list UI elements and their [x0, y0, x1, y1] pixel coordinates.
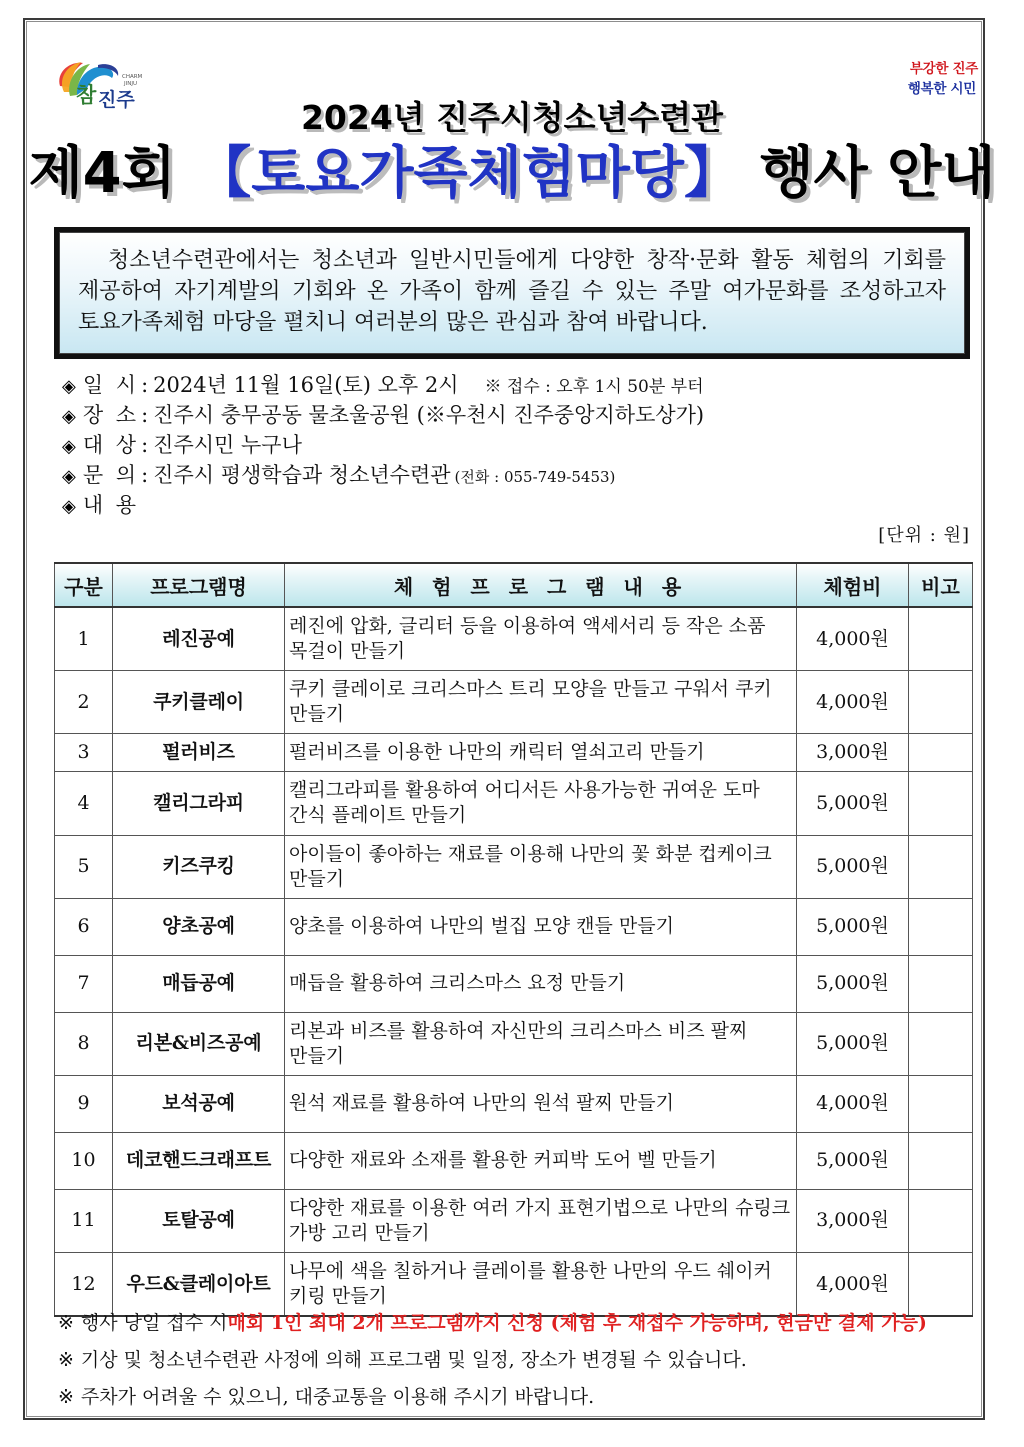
- info-colon: :: [141, 433, 149, 457]
- info-value-place: 진주시 충무공동 물초울공원 (※우천시 진주중앙지하도상가): [153, 403, 705, 427]
- svg-text:JINJU: JINJU: [124, 81, 138, 87]
- cell-name: 펄러비즈: [113, 734, 285, 772]
- cell-no: 4: [55, 772, 113, 835]
- diamond-bullet-icon: ◈: [62, 466, 76, 487]
- info-label-contents: 내 용: [82, 493, 140, 517]
- cell-fee: 4,000원: [797, 1075, 909, 1132]
- info-label-audience: 대 상: [82, 433, 140, 457]
- page-title: [0, 140, 1024, 206]
- intro-box-inner: [59, 232, 965, 354]
- slogan-line-1: 부강한 진주: [909, 61, 978, 77]
- info-value-contact: 진주시 평생학습과 청소년수련관: [153, 463, 451, 487]
- info-item-datetime: [62, 375, 962, 405]
- cell-remark: [909, 772, 973, 835]
- title-suffix: 행사 안내: [740, 140, 996, 206]
- cell-desc: 원석 재료를 활용하여 나만의 원석 팔찌 만들기: [285, 1075, 797, 1132]
- footnote-1-highlight: 매회 1인 최대 2개 프로그램까지 신청 (체험 후 재접수 가능하며, 현금만 결제 가능): [227, 1312, 927, 1334]
- cell-fee: 5,000원: [797, 772, 909, 835]
- cell-fee: 4,000원: [797, 671, 909, 734]
- currency-unit-note: [단위 : 원]: [878, 525, 970, 546]
- cell-name: 레진공예: [113, 607, 285, 671]
- cell-no: 6: [55, 898, 113, 955]
- cell-remark: [909, 734, 973, 772]
- title-highlight: 【토요가족체험마당】: [195, 140, 741, 206]
- reference-mark-icon: ※: [58, 1349, 74, 1371]
- cell-fee: 5,000원: [797, 1012, 909, 1075]
- col-header-desc: 체 험 프 로 그 램 내 용: [285, 563, 797, 607]
- cell-remark: [909, 898, 973, 955]
- cell-no: 9: [55, 1075, 113, 1132]
- table-row: [55, 1132, 973, 1189]
- cell-desc: 나무에 색을 칠하거나 클레이를 활용한 나만의 우드 쉐이커 키링 만들기: [285, 1253, 797, 1317]
- cell-name: 쿠키클레이: [113, 671, 285, 734]
- reference-mark-icon: ※: [58, 1312, 74, 1334]
- cell-remark: [909, 835, 973, 898]
- footnote-2: [58, 1342, 978, 1379]
- cell-remark: [909, 955, 973, 1012]
- cell-no: 2: [55, 671, 113, 734]
- col-header-remark: 비고: [909, 563, 973, 607]
- cell-fee: 3,000원: [797, 1189, 909, 1252]
- col-header-no: 구분: [55, 563, 113, 607]
- table-body: [55, 607, 973, 1316]
- footnote-1: [58, 1305, 978, 1342]
- title-block: [0, 100, 1024, 205]
- cell-desc: 쿠키 클레이로 크리스마스 트리 모양을 만들고 구워서 쿠키 만들기: [285, 671, 797, 734]
- event-info-list: [62, 375, 962, 525]
- table-header-row: [55, 563, 973, 607]
- svg-text:CHARM: CHARM: [122, 74, 143, 80]
- cell-desc: 양초를 이용하여 나만의 벌집 모양 캔들 만들기: [285, 898, 797, 955]
- info-item-contact: [62, 465, 962, 495]
- info-colon: :: [141, 463, 149, 487]
- cell-no: 12: [55, 1253, 113, 1317]
- intro-paragraph: 청소년수련관에서는 청소년과 일반시민들에게 다양한 창작·문화 활동 체험의 기회를 제공하여 자기계발의 기회와 온 가족이 함께 즐길 수 있는 주말 여가문화를 조성하고자 토요가족체험 마당을 펼치니 여러분의 많은 관심과 참여 바랍니다.: [78, 248, 946, 336]
- cell-no: 8: [55, 1012, 113, 1075]
- info-colon: :: [141, 403, 149, 427]
- table-row: [55, 734, 973, 772]
- info-label-datetime: 일 시: [82, 373, 140, 397]
- cell-remark: [909, 1132, 973, 1189]
- program-table-wrapper: [54, 562, 972, 1317]
- cell-desc: 매듭을 활용하여 크리스마스 요정 만들기: [285, 955, 797, 1012]
- cell-name: 매듭공예: [113, 955, 285, 1012]
- info-item-contents: [62, 495, 962, 525]
- cell-no: 3: [55, 734, 113, 772]
- col-header-name: 프로그램명: [113, 563, 285, 607]
- cell-desc: 아이들이 좋아하는 재료를 이용해 나만의 꽃 화분 컵케이크 만들기: [285, 835, 797, 898]
- title-prefix: 제4회: [28, 140, 196, 206]
- info-value-audience: 진주시민 누구나: [153, 433, 302, 457]
- program-table: [54, 562, 973, 1317]
- cell-fee: 5,000원: [797, 835, 909, 898]
- col-header-fee: 체험비: [797, 563, 909, 607]
- footnote-3-plain: 주차가 어려울 수 있으니, 대중교통을 이용해 주시기 바랍니다.: [80, 1386, 595, 1408]
- diamond-bullet-icon: ◈: [62, 406, 76, 427]
- slogan-line-2: 행복한 시민: [907, 80, 976, 97]
- table-row: [55, 955, 973, 1012]
- svg-text:진주: 진주: [98, 89, 135, 111]
- cell-name: 토탈공예: [113, 1189, 285, 1252]
- table-row: [55, 1189, 973, 1252]
- info-label-contact: 문 의: [82, 463, 140, 487]
- cell-no: 11: [55, 1189, 113, 1252]
- cell-remark: [909, 1189, 973, 1252]
- cell-remark: [909, 607, 973, 671]
- cell-remark: [909, 1075, 973, 1132]
- info-item-place: [62, 405, 962, 435]
- city-slogan: [908, 60, 978, 99]
- diamond-bullet-icon: ◈: [62, 376, 76, 397]
- intro-box: [54, 227, 970, 359]
- cell-fee: 5,000원: [797, 955, 909, 1012]
- info-label-place: 장 소: [82, 403, 140, 427]
- cell-name: 키즈쿠킹: [113, 835, 285, 898]
- info-colon: :: [141, 373, 149, 397]
- footnote-2-plain: 기상 및 청소년수련관 사정에 의해 프로그램 및 일정, 장소가 변경될 수 있습니다.: [80, 1349, 747, 1371]
- cell-name: 우드&클레이아트: [113, 1253, 285, 1317]
- table-row: [55, 898, 973, 955]
- cell-no: 1: [55, 607, 113, 671]
- cell-name: 보석공예: [113, 1075, 285, 1132]
- cell-desc: 다양한 재료를 이용한 여러 가지 표현기법으로 나만의 슈링크 가방 고리 만들기: [285, 1189, 797, 1252]
- reference-mark-icon: ※: [58, 1386, 74, 1408]
- cell-fee: 4,000원: [797, 1253, 909, 1317]
- cell-desc: 펄러비즈를 이용한 나만의 캐릭터 열쇠고리 만들기: [285, 734, 797, 772]
- info-value-datetime: 2024년 11월 16일(토) 오후 2시: [153, 373, 459, 397]
- info-phone: (전화 : 055-749-5453): [454, 468, 616, 486]
- cell-no: 5: [55, 835, 113, 898]
- cell-name: 캘리그라피: [113, 772, 285, 835]
- cell-name: 양초공예: [113, 898, 285, 955]
- table-row: [55, 607, 973, 671]
- cell-desc: 레진에 압화, 글리터 등을 이용하여 액세서리 등 작은 소품 목걸이 만들기: [285, 607, 797, 671]
- title-eyebrow: 2024년 진주시청소년수련관: [300, 98, 724, 137]
- cell-remark: [909, 671, 973, 734]
- table-head: [55, 563, 973, 607]
- cell-remark: [909, 1012, 973, 1075]
- cell-fee: 5,000원: [797, 1132, 909, 1189]
- cell-fee: 4,000원: [797, 607, 909, 671]
- info-note-reception: ※ 접수 : 오후 1시 50분 부터: [484, 377, 704, 397]
- cell-desc: 리본과 비즈를 활용하여 자신만의 크리스마스 비즈 팔찌 만들기: [285, 1012, 797, 1075]
- cell-fee: 3,000원: [797, 734, 909, 772]
- table-row: [55, 1012, 973, 1075]
- cell-name: 데코핸드크래프트: [113, 1132, 285, 1189]
- cell-no: 7: [55, 955, 113, 1012]
- info-item-audience: [62, 435, 962, 465]
- cell-desc: 캘리그라피를 활용하여 어디서든 사용가능한 귀여운 도마 간식 플레이트 만들기: [285, 772, 797, 835]
- footnote-3: [58, 1379, 978, 1416]
- table-row: [55, 835, 973, 898]
- table-row: [55, 1075, 973, 1132]
- footnotes: [58, 1305, 978, 1416]
- table-row: [55, 671, 973, 734]
- diamond-bullet-icon: ◈: [62, 436, 76, 457]
- cell-no: 10: [55, 1132, 113, 1189]
- footnote-1-plain: 행사 당일 접수 시: [80, 1312, 228, 1334]
- diamond-bullet-icon: ◈: [62, 496, 76, 517]
- cell-desc: 다양한 재료와 소재를 활용한 커피박 도어 벨 만들기: [285, 1132, 797, 1189]
- svg-text:참: 참: [76, 83, 97, 107]
- cell-name: 리본&비즈공예: [113, 1012, 285, 1075]
- table-row: [55, 772, 973, 835]
- cell-fee: 5,000원: [797, 898, 909, 955]
